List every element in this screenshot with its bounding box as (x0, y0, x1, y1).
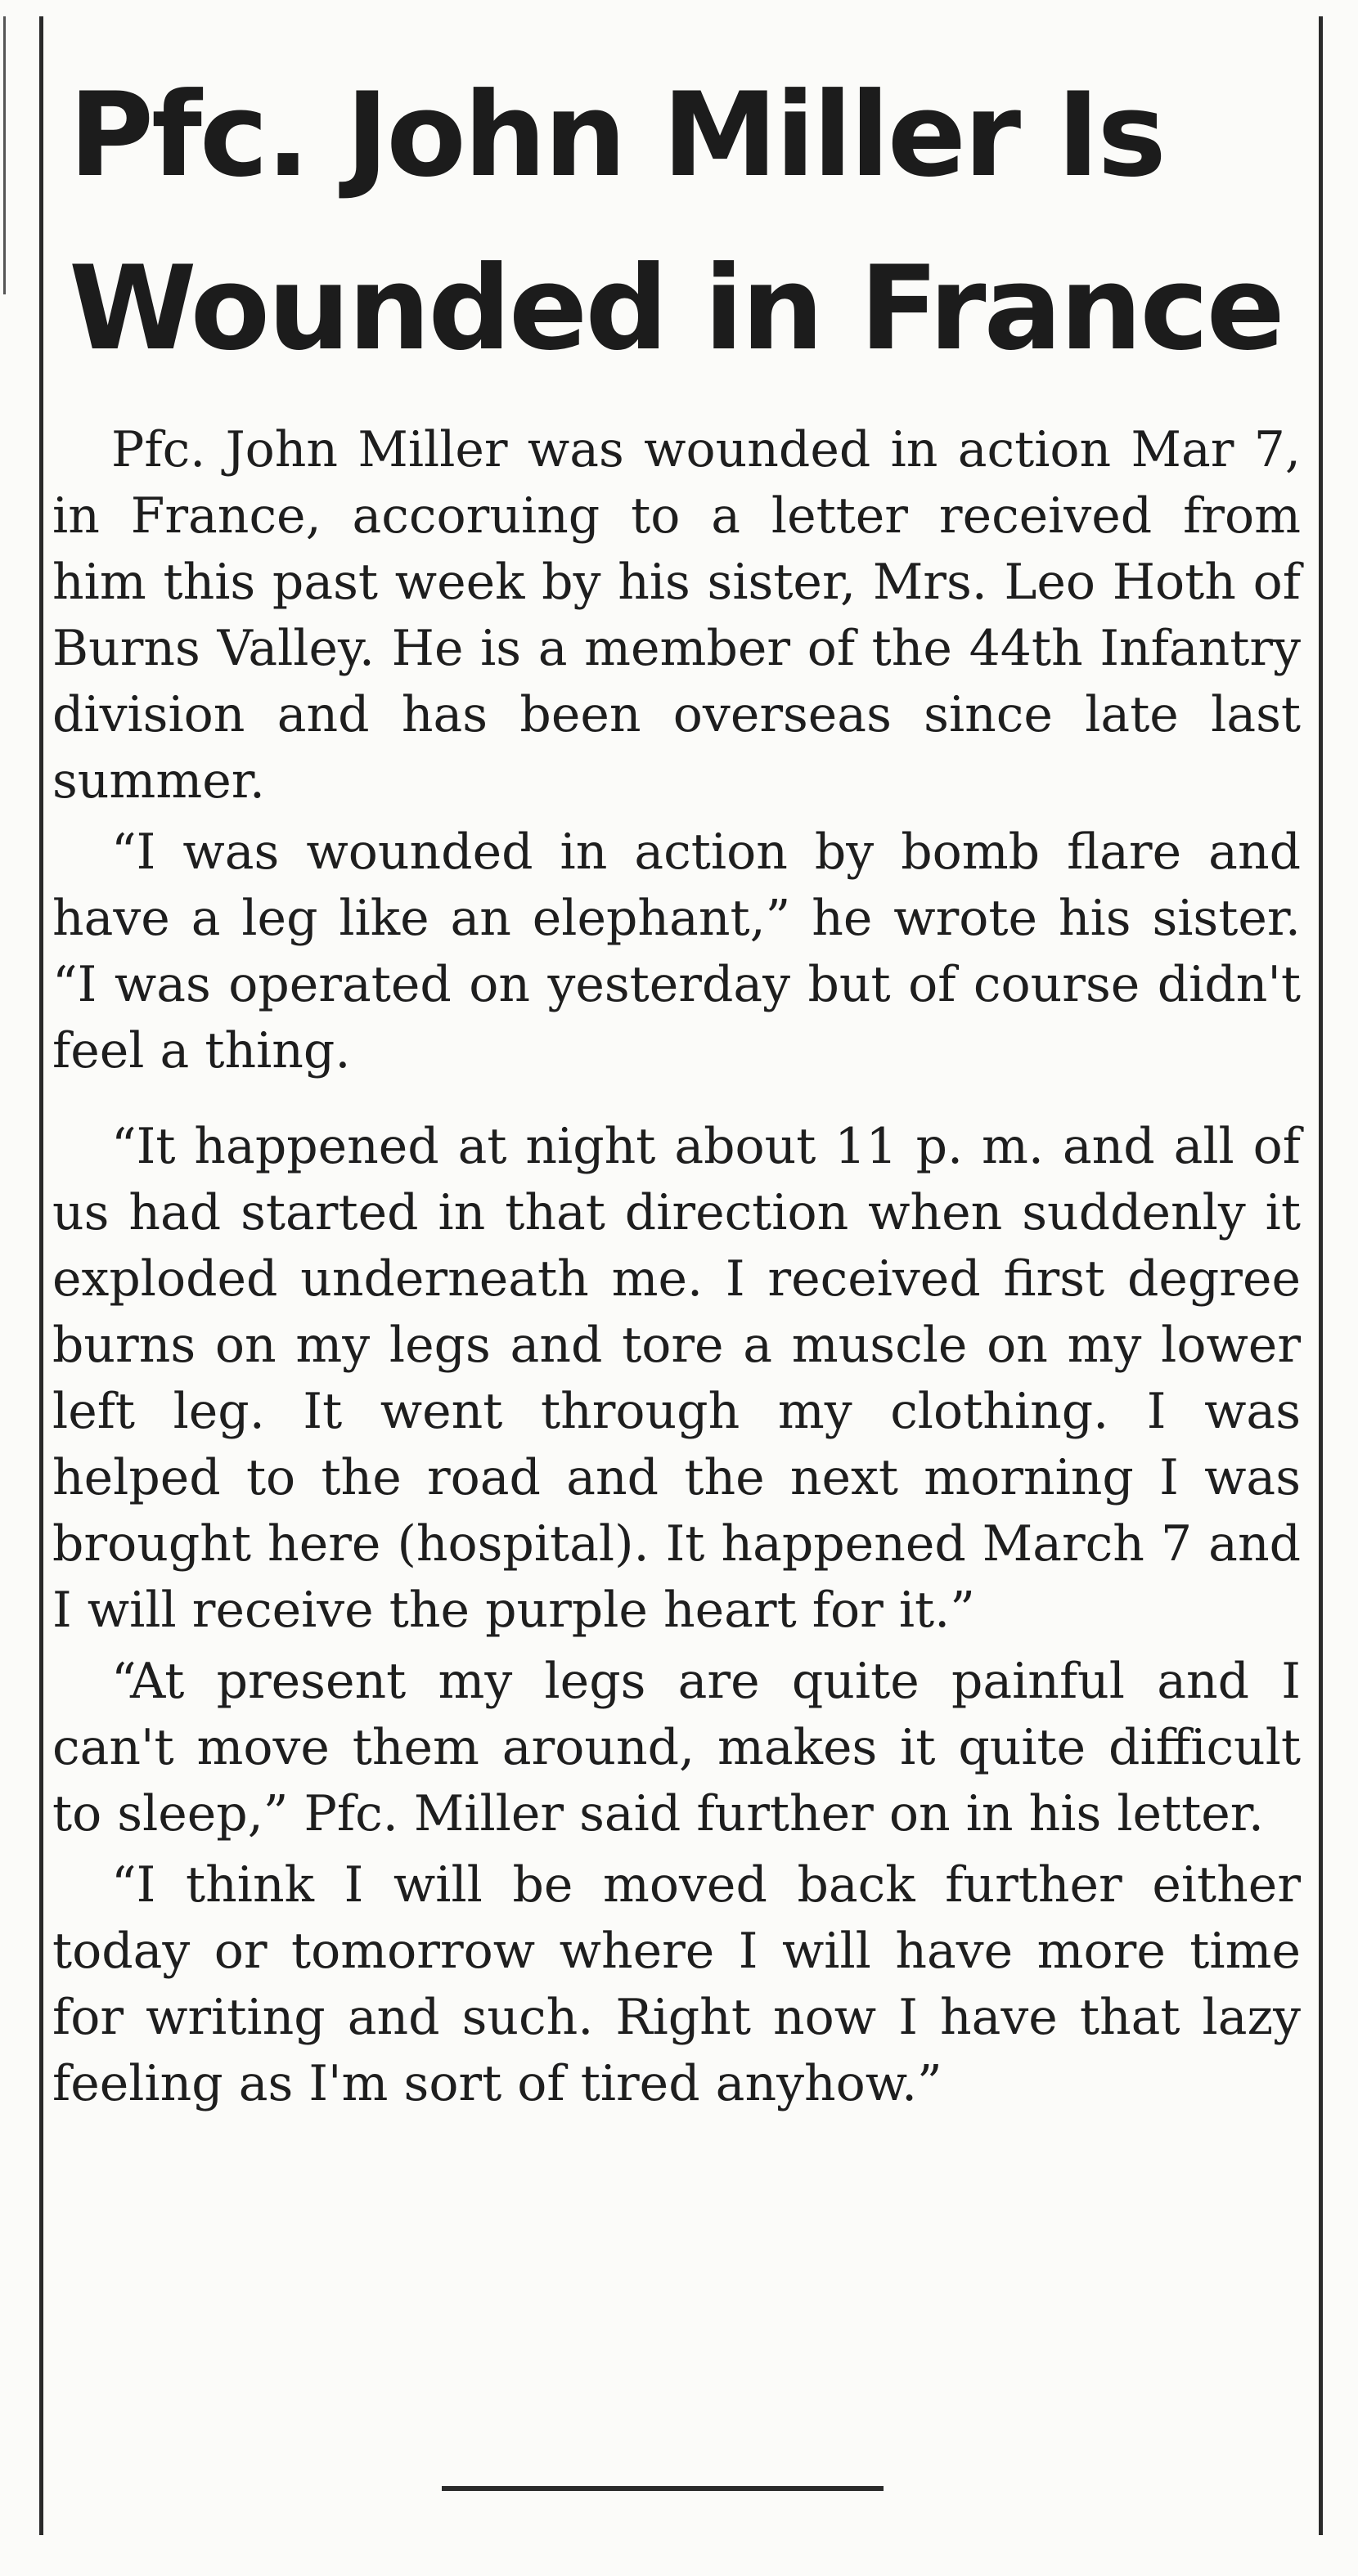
headline-line-2: Wounded in France (69, 241, 1283, 376)
headline-line-1: Pfc. John Miller Is (69, 68, 1164, 203)
clipping-edge-mark (3, 16, 6, 294)
article-paragraph-5: “I think I will be moved back further either today or tomorrow where I will have more time for writing and such. Right now I have that lazy feeling as I'm sort of tired anyhow.” (52, 1856, 1301, 2112)
article-headline (69, 49, 1296, 396)
column-rule-left (39, 16, 43, 2535)
end-of-article-rule (442, 2486, 884, 2491)
article-paragraph-1: Pfc. John Miller was wounded in action Mar 7, in France, accoruing to a letter received from him this past week by his sister, Mrs. Leo Hoth of Burns Valley. He is a member of the 44th Infantry division and has been overseas since late last summer. (52, 421, 1301, 810)
article-paragraph-3: “It happened at night about 11 p. m. and all of us had started in that direction when suddenly it exploded underneath me. I received first degree burns on my legs and tore a muscle on my lower left leg. It went through my clothing. I was helped to the road and the next morning I was brought here (hospital). It happened March 7 and I will receive the purple heart for it.” (52, 1118, 1301, 1639)
article-body (52, 417, 1301, 2122)
article-paragraph-4: “At present my legs are quite painful and I can't move them around, makes it quite difficult to sleep,” Pfc. Miller said further on in his letter. (52, 1653, 1301, 1842)
column-rule-right (1319, 16, 1323, 2535)
article-paragraph-2: “I was wounded in action by bomb flare and have a leg like an elephant,” he wrote his sister. “I was operated on yesterday but of course didn't feel a thing. (52, 824, 1301, 1079)
